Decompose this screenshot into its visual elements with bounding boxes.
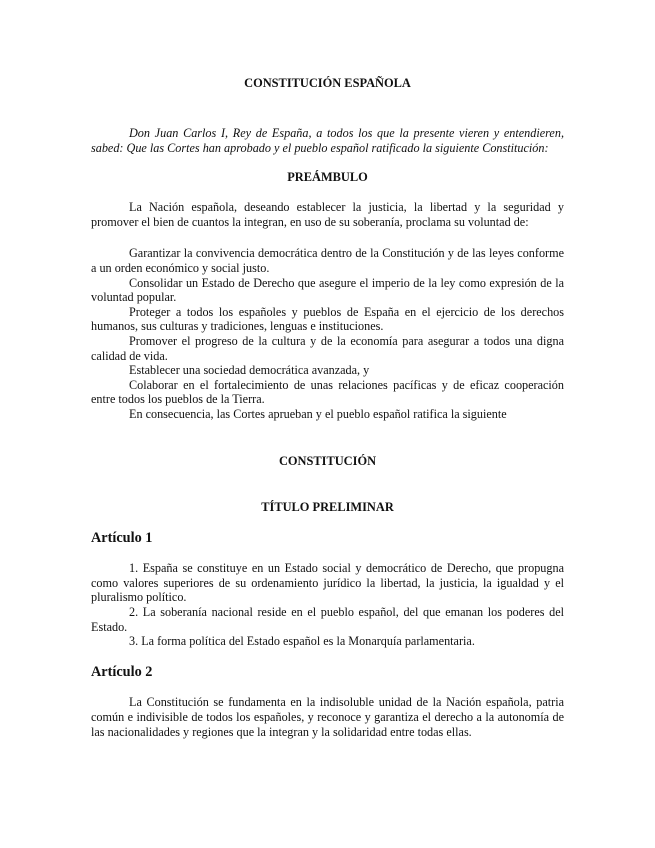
preliminary-title-heading: TÍTULO PRELIMINAR xyxy=(261,500,394,515)
document-title: CONSTITUCIÓN ESPAÑOLA xyxy=(244,76,411,90)
royal-intro: Don Juan Carlos I, Rey de España, a todos los que la presente vieren y entendieren, sabed: Que las Cortes han aprobado y el pueblo español ratificado la siguiente Constitución: xyxy=(91,125,564,155)
article-2-heading: Artículo 2 xyxy=(91,663,153,680)
article-1-heading: Artículo 1 xyxy=(91,529,153,546)
article-2-paragraph: La Constitución se fundamenta en la indisoluble unidad de la Nación española, patria común e indivisible de todos los españoles, y reconoce y garantiza el derecho a la autonomía de las nacionalidades y regiones que la integran y la solidaridad entre todas ellas. xyxy=(91,695,564,739)
article-1-paragraph: 2. La soberanía nacional reside en el pueblo español, del que emanan los poderes del Estado. xyxy=(91,605,564,634)
preamble-item: Proteger a todos los españoles y pueblos de España en el ejercicio de los derechos humanos, sus culturas y tradiciones, lenguas e instituciones. xyxy=(91,304,564,334)
constitution-heading: CONSTITUCIÓN xyxy=(278,453,377,468)
preamble-closing: En consecuencia, las Cortes aprueban y el pueblo español ratifica la siguiente xyxy=(129,406,507,421)
preamble-item: Garantizar la convivencia democrática dentro de la Constitución y de las leyes conforme a un orden económico y social justo. xyxy=(91,246,564,275)
preamble-item: Consolidar un Estado de Derecho que asegure el imperio de la ley como expresión de la voluntad popular. xyxy=(91,275,564,305)
article-1-paragraph: 1. España se constituye en un Estado social y democrático de Derecho, que propugna como valores superiores de su ordenamiento jurídico la libertad, la justicia, la igualdad y el pluralismo político. xyxy=(91,561,564,605)
preamble-item: Establecer una sociedad democrática avanzada, y xyxy=(129,363,370,378)
preamble-item: Promover el progreso de la cultura y de la economía para asegurar a todos una digna calidad de vida. xyxy=(91,333,564,363)
preamble-item: Colaborar en el fortalecimiento de unas relaciones pacíficas y de eficaz cooperación entre todos los pueblos de la Tierra. xyxy=(91,377,564,407)
document-body xyxy=(91,76,564,739)
preamble-heading: PREÁMBULO xyxy=(287,169,368,184)
article-1-paragraph: 3. La forma política del Estado español es la Monarquía parlamentaria. xyxy=(129,634,475,649)
preamble-opening: La Nación española, deseando establecer la justicia, la libertad y la seguridad y promover el bien de cuantos la integran, en uso de su soberanía, proclama su voluntad de: xyxy=(91,200,564,229)
